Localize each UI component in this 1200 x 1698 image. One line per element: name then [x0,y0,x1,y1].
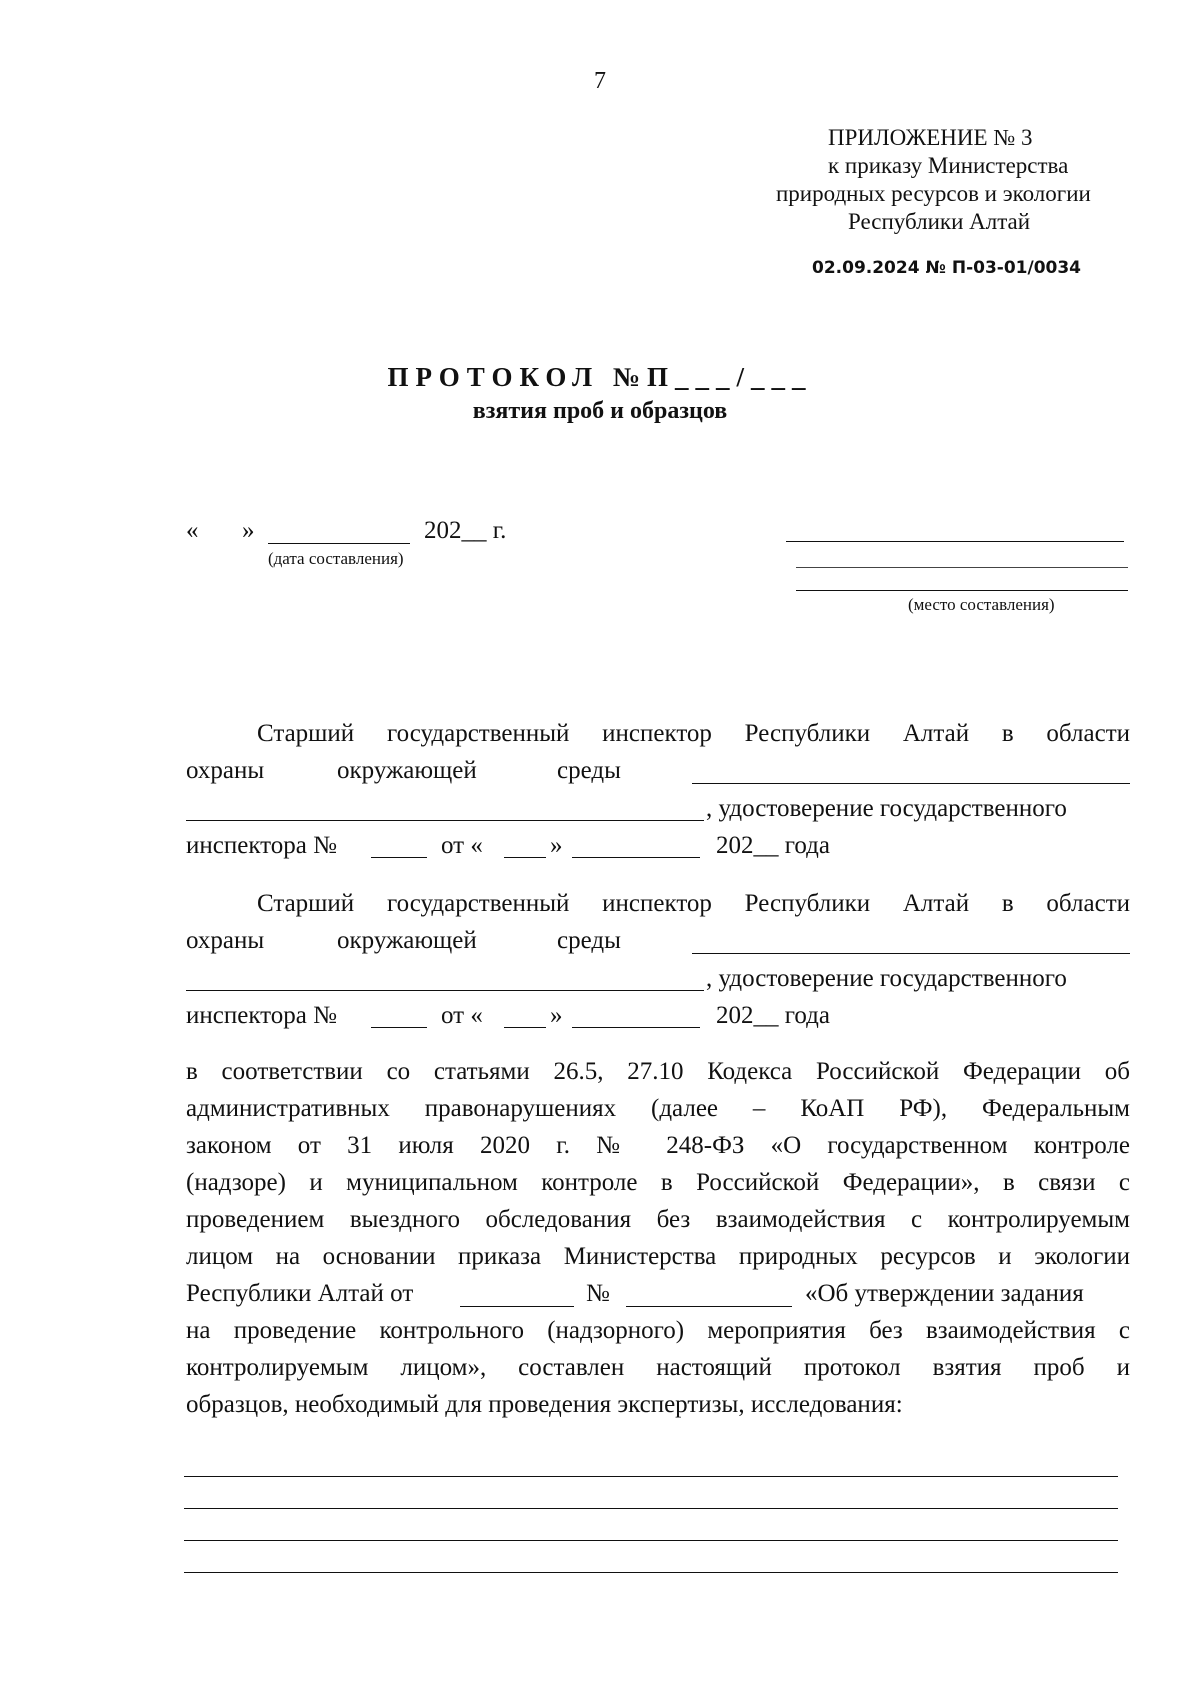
appendix-line-2: природных ресурсов и экологии [776,181,1091,206]
inspector-2-number-blank[interactable] [371,1027,427,1028]
order-number: 02.09.2024 № П-03-01/0034 [812,258,1082,278]
body-line-1: в соответствии со статьями 26.5, 27.10 Кодекса Российской Федерации об [186,1058,1130,1085]
samples-blank-3[interactable] [184,1540,1118,1541]
date-caption: (дата составления) [268,549,404,568]
page-number: 7 [594,68,606,94]
inspector-1-year: 202__ года [716,832,830,859]
date-open-quote: « [186,517,199,544]
inspector-2-certificate-label: , удостоверение государственного [706,965,1067,992]
place-blank-3[interactable] [796,590,1128,591]
date-month-blank[interactable] [268,543,410,544]
appendix-title: ПРИЛОЖЕНИЕ № 3 [828,125,1033,150]
inspector-1-quote-close: » [550,832,563,859]
body-line-9: контролируемым лицом», составлен настоящий протокол взятия проб и [186,1354,1130,1381]
body-line-7-start: Республики Алтай от [186,1280,414,1307]
protocol-title: ПРОТОКОЛ №П___/___ [387,362,813,392]
samples-blank-4[interactable] [184,1572,1118,1573]
inspector-1-certificate-label: , удостоверение государственного [706,795,1067,822]
place-blank-1[interactable] [786,541,1124,542]
body-line-5: проведением выездного обследования без взаимодействия с контролируемым [186,1206,1130,1233]
appendix-line-3: Республики Алтай [848,209,1031,234]
inspector-1-number-blank[interactable] [371,857,427,858]
samples-blank-1[interactable] [184,1476,1118,1477]
body-line-6: лицом на основании приказа Министерства природных ресурсов и экологии [186,1243,1130,1270]
inspector-2-from-label: от « [441,1002,483,1029]
inspector-1-name-blank-2[interactable] [186,820,704,821]
inspector-2-line-1: Старший государственный инспектор Республики Алтай в области [257,890,1130,917]
inspector-2-day-blank[interactable] [504,1027,546,1028]
inspector-2-name-blank[interactable] [692,953,1130,954]
inspector-1-from-label: от « [441,832,483,859]
inspector-2-quote-close: » [550,1002,563,1029]
inspector-1-day-blank[interactable] [504,857,546,858]
inspector-2-name-blank-2[interactable] [186,990,704,991]
body-line-3: законом от 31 июля 2020 г. № 248-ФЗ «О государственном контроле [186,1132,1130,1159]
order-number-blank[interactable] [626,1306,792,1307]
body-line-2: административных правонарушениях (далее – КоАП РФ), Федеральным [186,1095,1130,1122]
inspector-1-name-blank[interactable] [692,783,1130,784]
inspector-1-month-blank[interactable] [572,857,700,858]
body-line-7-end: «Об утверждении задания [805,1280,1084,1307]
date-year: 202__ г. [424,517,507,544]
order-date-blank[interactable] [460,1306,574,1307]
inspector-2-year: 202__ года [716,1002,830,1029]
inspector-1-word-3: среды [557,757,621,784]
inspector-2-word-3: среды [557,927,621,954]
body-line-10: образцов, необходимый для проведения экспертизы, исследования: [186,1391,903,1418]
inspector-2-word-1: охраны [186,927,265,954]
body-line-8: на проведение контрольного (надзорного) мероприятия без взаимодействия с [186,1317,1130,1344]
place-caption: (место составления) [908,595,1055,614]
place-blank-2[interactable] [796,567,1128,568]
samples-blank-2[interactable] [184,1508,1118,1509]
inspector-1-number-label: инспектора № [186,832,337,859]
inspector-2-word-2: окружающей [337,927,477,954]
protocol-subtitle: взятия проб и образцов [472,398,728,424]
appendix-line-1: к приказу Министерства [828,153,1069,178]
inspector-2-number-label: инспектора № [186,1002,337,1029]
date-close-quote: » [242,517,255,544]
inspector-1-word-2: окружающей [337,757,477,784]
inspector-1-line-1: Старший государственный инспектор Республики Алтай в области [257,720,1130,747]
body-line-4: (надзоре) и муниципальном контроле в Российской Федерации», в связи с [186,1169,1130,1196]
body-line-7-number-sign: № [586,1280,610,1307]
inspector-1-word-1: охраны [186,757,265,784]
inspector-2-month-blank[interactable] [572,1027,700,1028]
